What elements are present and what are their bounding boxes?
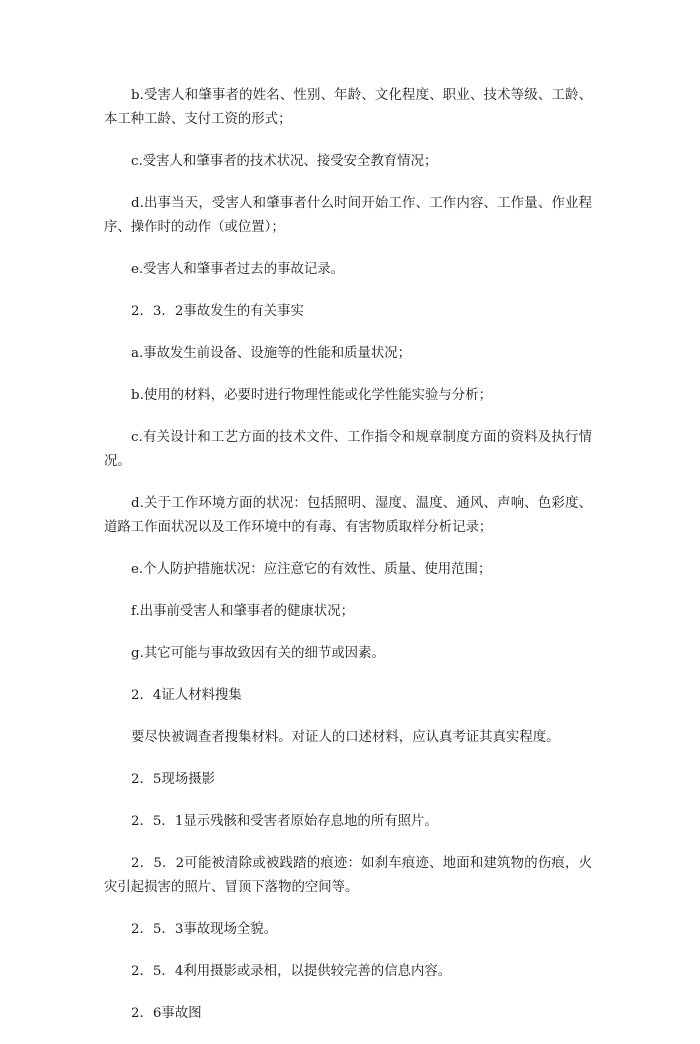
paragraph-work-environment: d.关于工作环境方面的状况：包括照明、湿度、温度、通风、声响、色彩度、道路工作面状况以及工作环境中的有毒、有害物质取样分析记录； bbox=[104, 496, 592, 535]
paragraph-design-documents: c.有关设计和工艺方面的技术文件、工作指令和规章制度方面的资料及执行情况。 bbox=[104, 430, 592, 469]
paragraph-equipment-status: a.事故发生前设备、设施等的性能和质量状况； bbox=[131, 346, 412, 361]
paragraph-day-of-accident: d.出事当天，受害人和肇事者什么时间开始工作、工作内容、工作量、作业程序、操作时的动作（或位置）； bbox=[104, 196, 592, 235]
paragraph-2-5-3: 2．5．3事故现场全貌。 bbox=[131, 922, 278, 937]
paragraph-other-factors: g.其它可能与事故致因有关的细节或因素。 bbox=[131, 646, 385, 661]
paragraph-technical-status: c.受害人和肇事者的技术状况、接受安全教育情况； bbox=[131, 154, 438, 169]
paragraph-victim-info: b.受害人和肇事者的姓名、性别、年龄、文化程度、职业、技术等级、工龄、本工种工龄、支付工资的形式； bbox=[104, 88, 592, 127]
paragraph-2-5-2: 2．5．2可能被清除或被践踏的痕迹：如刹车痕迹、地面和建筑物的伤痕，火灾引起损害的照片、冒顶下落物的空间等。 bbox=[104, 856, 592, 895]
paragraph-personal-protection: e.个人防护措施状况：应注意它的有效性、质量、使用范围； bbox=[131, 562, 492, 577]
paragraph-2-5-4: 2．5．4利用摄影或录相，以提供较完善的信息内容。 bbox=[131, 964, 452, 979]
document-body bbox=[104, 84, 592, 1044]
section-heading-2-5: 2．5现场摄影 bbox=[131, 772, 215, 787]
section-heading-2-4: 2．4证人材料搜集 bbox=[131, 688, 242, 703]
section-heading-2-6: 2．6事故图 bbox=[131, 1006, 202, 1021]
section-heading-2-3-2: 2．3．2事故发生的有关事实 bbox=[131, 304, 304, 319]
paragraph-witness-materials: 要尽快被调查者搜集材料。对证人的口述材料，应认真考证其真实程度。 bbox=[131, 730, 560, 745]
paragraph-past-records: e.受害人和肇事者过去的事故记录。 bbox=[131, 262, 345, 277]
paragraph-materials: b.使用的材料，必要时进行物理性能或化学性能实验与分析； bbox=[131, 388, 492, 403]
paragraph-2-5-1: 2．5．1显示残骸和受害者原始存息地的所有照片。 bbox=[131, 814, 438, 829]
paragraph-health-status: f.出事前受害人和肇事者的健康状况； bbox=[131, 604, 354, 619]
